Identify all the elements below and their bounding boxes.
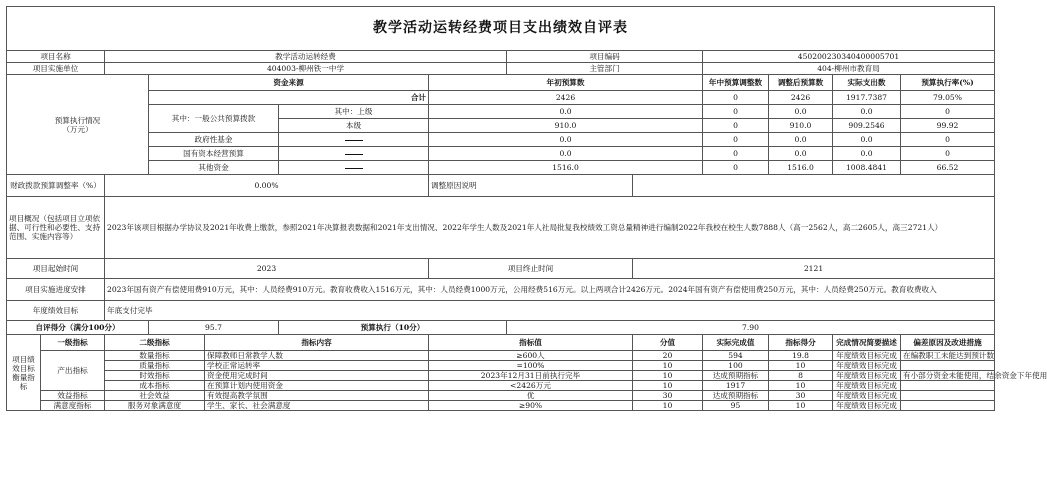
row-reason [901, 391, 995, 401]
gov-fund-rate: 0 [901, 133, 995, 147]
row-desc: 年度绩效目标完成 [833, 351, 901, 361]
row-reason [901, 361, 995, 371]
upper-label: 其中：上级 [279, 105, 429, 119]
dash-mark [345, 140, 363, 141]
upper-initial: 0.0 [429, 105, 703, 119]
row-content: 在预算计划内使用资金 [205, 381, 429, 391]
total-actual: 1917.7387 [833, 91, 901, 105]
row-second: 服务对象满意度 [105, 401, 205, 411]
indicator-header-reason: 偏差原因及改进措施 [901, 335, 995, 351]
row-actual: 95 [703, 401, 769, 411]
indicator-header-second: 二级指标 [105, 335, 205, 351]
row-score: 30 [769, 391, 833, 401]
row-reason [901, 381, 995, 391]
table-row [7, 371, 995, 381]
overview-text: 2023年该项目根据办学协议及2021年收费上缴款，参照2021年决算报表数据和2021年支出情况、2022年学生人数及2021年人社局批复我校绩效工资总量精神进行编制2022年我校在校生人数7888人（高一2562人，高二2605人，高三2721人） [105, 197, 995, 259]
row-actual: 1917 [703, 381, 769, 391]
progress-text: 2023年国有资产有偿使用费910万元，其中：人员经费910万元。教育收费收入1516万元，其中：人员经费1000万元，公用经费516万元。以上两项合计2426万元。2024年国有资产有偿使用费250万元，其中：人员经费250万元。教育收费收入 [105, 279, 995, 301]
table-row [7, 401, 995, 411]
adjust-reason-label: 调整原因说明 [429, 175, 633, 197]
row-points: 20 [633, 351, 703, 361]
local-actual: 909.2546 [833, 119, 901, 133]
row-second: 成本指标 [105, 381, 205, 391]
state-capital-rate: 0 [901, 147, 995, 161]
state-capital-label: 国有资本经营预算 [149, 147, 279, 161]
project-name-label: 项目名称 [7, 51, 105, 63]
local-adjusted: 910.0 [769, 119, 833, 133]
row-content: 资金使用完成时间 [205, 371, 429, 381]
unit-value: 404003-柳州铁一中学 [105, 63, 507, 75]
row-desc: 年度绩效目标完成 [833, 381, 901, 391]
other-midyear: 0 [703, 161, 769, 175]
upper-rate: 0 [901, 105, 995, 119]
budget-section-text: 预算执行情况 （万元） [54, 115, 101, 134]
row-points: 30 [633, 391, 703, 401]
budget-score-label: 预算执行（10分） [279, 321, 507, 335]
indicator-header-desc: 完成情况简要描述 [833, 335, 901, 351]
table-row [7, 381, 995, 391]
other-adjusted: 1516.0 [769, 161, 833, 175]
gov-fund-midyear: 0 [703, 133, 769, 147]
gov-fund-dash [279, 133, 429, 147]
state-capital-dash [279, 147, 429, 161]
upper-adjusted: 0.0 [769, 105, 833, 119]
indicator-header-points: 分值 [633, 335, 703, 351]
indicator-header-score: 指标得分 [769, 335, 833, 351]
state-capital-actual: 0.0 [833, 147, 901, 161]
row-actual: 100 [703, 361, 769, 371]
upper-midyear: 0 [703, 105, 769, 119]
table-row [7, 351, 995, 361]
satisfaction-indicator-label: 满意度指标 [41, 401, 105, 411]
row-second: 质量指标 [105, 361, 205, 371]
indicator-section-label: 项目绩效目标衡量指标 [7, 335, 41, 411]
progress-label: 项目实施进度安排 [7, 279, 105, 301]
state-capital-midyear: 0 [703, 147, 769, 161]
start-time-label: 项目起始时间 [7, 259, 105, 279]
benefit-indicator-label: 效益指标 [41, 391, 105, 401]
gov-fund-adjusted: 0.0 [769, 133, 833, 147]
row-score: 10 [769, 361, 833, 371]
row-desc: 年度绩效目标完成 [833, 401, 901, 411]
indicator-header-value: 指标值 [429, 335, 633, 351]
row-value: 2023年12月31日前执行完毕 [429, 371, 633, 381]
budget-header-midyear: 年中预算调整数 [703, 75, 769, 91]
dept-label: 主管部门 [507, 63, 703, 75]
state-capital-initial: 0.0 [429, 147, 703, 161]
row-second: 时效指标 [105, 371, 205, 381]
start-time-value: 2023 [105, 259, 429, 279]
project-name: 教学活动运转经费 [105, 51, 507, 63]
row-actual: 达成预期指标 [703, 391, 769, 401]
upper-actual: 0.0 [833, 105, 901, 119]
other-actual: 1008.4841 [833, 161, 901, 175]
self-score-value: 95.7 [149, 321, 279, 335]
table-row [7, 361, 995, 371]
general-budget-label: 其中：一般公共预算拨款 [149, 105, 279, 133]
gov-fund-actual: 0.0 [833, 133, 901, 147]
row-score: 8 [769, 371, 833, 381]
row-actual: 达成预期指标 [703, 371, 769, 381]
adjust-ratio-value: 0.00% [105, 175, 429, 197]
row-actual: 594 [703, 351, 769, 361]
budget-header-rate: 预算执行率(%) [901, 75, 995, 91]
indicator-header-content: 指标内容 [205, 335, 429, 351]
project-code: 450200230340400005701 [703, 51, 995, 63]
budget-header-initial: 年初预算数 [429, 75, 703, 91]
row-desc: 年度绩效目标完成 [833, 371, 901, 381]
budget-score-value: 7.90 [507, 321, 995, 335]
row-points: 10 [633, 371, 703, 381]
row-reason [901, 401, 995, 411]
form-title: 教学活动运转经费项目支出绩效自评表 [7, 7, 995, 51]
budget-section-label [7, 75, 149, 175]
row-value: ≥600人 [429, 351, 633, 361]
total-label: 合计 [149, 91, 429, 105]
row-value: 优 [429, 391, 633, 401]
table-row [7, 391, 995, 401]
total-midyear: 0 [703, 91, 769, 105]
total-adjusted: 2426 [769, 91, 833, 105]
project-code-label: 项目编码 [507, 51, 703, 63]
indicator-header-actual: 实际完成值 [703, 335, 769, 351]
row-points: 10 [633, 361, 703, 371]
self-score-label: 自评得分（满分100分） [7, 321, 149, 335]
other-fund-label: 其他资金 [149, 161, 279, 175]
local-midyear: 0 [703, 119, 769, 133]
other-initial: 1516.0 [429, 161, 703, 175]
gov-fund-label: 政府性基金 [149, 133, 279, 147]
local-label: 本级 [279, 119, 429, 133]
adjust-reason-value [633, 175, 995, 197]
evaluation-table [6, 6, 1047, 411]
overview-label: 项目概况（包括项目立项依据、可行性和必要性、支持范围、实施内容等） [7, 197, 105, 259]
row-value: =100% [429, 361, 633, 371]
other-rate: 66.52 [901, 161, 995, 175]
total-initial: 2426 [429, 91, 703, 105]
local-rate: 99.92 [901, 119, 995, 133]
indicator-header-first: 一级指标 [41, 335, 105, 351]
end-time-label: 项目终止时间 [429, 259, 633, 279]
row-desc: 年度绩效目标完成 [833, 391, 901, 401]
other-fund-dash [279, 161, 429, 175]
row-score: 10 [769, 401, 833, 411]
goal-label: 年度绩效目标 [7, 301, 105, 321]
self-evaluation-form [6, 6, 1047, 478]
row-content: 学校正常运转率 [205, 361, 429, 371]
row-reason: 在编教职工未能达到预计数 [901, 351, 995, 361]
row-second: 数量指标 [105, 351, 205, 361]
row-points: 10 [633, 381, 703, 391]
output-indicator-label: 产出指标 [41, 351, 105, 391]
dept-value: 404-柳州市教育局 [703, 63, 995, 75]
row-desc: 年度绩效目标完成 [833, 361, 901, 371]
unit-label: 项目实施单位 [7, 63, 105, 75]
row-value: ≥90% [429, 401, 633, 411]
dash-mark [345, 168, 363, 169]
goal-text: 年底支付完毕 [105, 301, 995, 321]
row-score: 10 [769, 381, 833, 391]
end-time-value: 2121 [633, 259, 995, 279]
row-value: <2426万元 [429, 381, 633, 391]
budget-header-source: 资金来源 [149, 75, 429, 91]
row-points: 10 [633, 401, 703, 411]
state-capital-adjusted: 0.0 [769, 147, 833, 161]
row-second: 社会效益 [105, 391, 205, 401]
budget-header-actual: 实际支出数 [833, 75, 901, 91]
adjust-ratio-label: 财政拨款预算调整率（%） [7, 175, 105, 197]
row-score: 19.8 [769, 351, 833, 361]
row-content: 有效提高教学氛围 [205, 391, 429, 401]
budget-header-adjusted: 调整后预算数 [769, 75, 833, 91]
local-initial: 910.0 [429, 119, 703, 133]
total-rate: 79.05% [901, 91, 995, 105]
gov-fund-initial: 0.0 [429, 133, 703, 147]
row-content: 保障教师日常教学人数 [205, 351, 429, 361]
dash-mark [345, 154, 363, 155]
row-reason: 有小部分资金未能使用，结余资金下年使用 [901, 371, 995, 381]
row-content: 学生、家长、社会满意度 [205, 401, 429, 411]
